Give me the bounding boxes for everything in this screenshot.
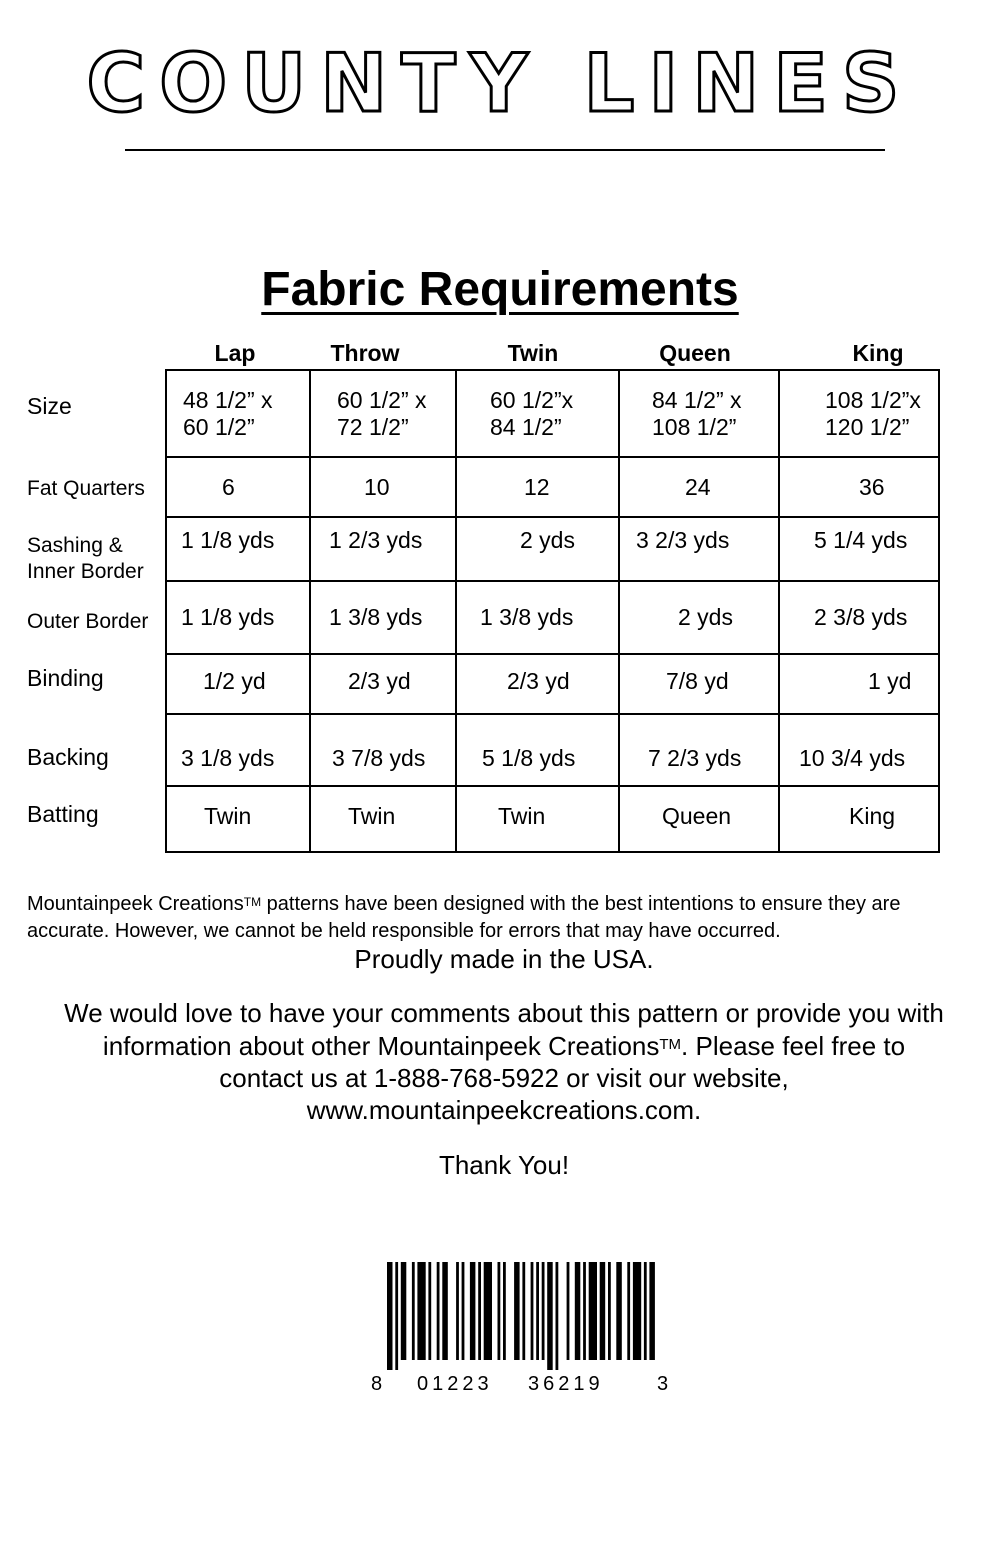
table-row [166, 370, 939, 457]
section-heading [0, 262, 1000, 317]
barcode-bar [627, 1262, 630, 1360]
table-row [166, 786, 939, 852]
table-cell: 1 3/8 yds [456, 581, 619, 654]
table-row [166, 714, 939, 786]
disclaimer-text [27, 889, 987, 945]
row-label-fat-quarters: Fat Quarters [27, 477, 145, 500]
barcode-bar [536, 1262, 539, 1360]
barcode-bar [556, 1262, 559, 1370]
table-cell: 7/8 yd [619, 654, 779, 714]
barcode-bar [575, 1262, 581, 1360]
barcode-bar [547, 1262, 553, 1370]
barcode-bar [649, 1262, 655, 1360]
heading-text: Fabric Requirements [261, 263, 739, 316]
barcode-bar [503, 1262, 506, 1360]
thank-you: Thank You! [438, 1150, 570, 1180]
barcode-digit-last: 3 [657, 1373, 669, 1395]
disclaimer-body: patterns have been designed with the best intentions to ensure they are accurate. However, we cannot be held responsible for errors that may have occurred. [27, 893, 901, 942]
table-cell: King [779, 786, 939, 852]
table-cell: 1 1/8 yds [166, 581, 310, 654]
table-row [166, 581, 939, 654]
barcode-bar [417, 1262, 425, 1360]
table-cell: 5 1/8 yds [456, 714, 619, 786]
table-cell: 3 1/8 yds [166, 714, 310, 786]
barcode-bar [608, 1262, 611, 1360]
barcode-digits-left: 01223 [417, 1373, 493, 1395]
barcode-bar [644, 1262, 647, 1360]
barcode [365, 1260, 675, 1395]
barcode-bar [542, 1262, 545, 1360]
table-cell: Queen [619, 786, 779, 852]
brand-title-block [0, 37, 1000, 130]
barcode-bar [470, 1262, 476, 1360]
barcode-digit-first: 8 [371, 1373, 383, 1395]
row-label-sashing: Sashing & Inner Border [27, 534, 144, 583]
barcode-bar [514, 1262, 520, 1360]
table-cell: 36 [779, 457, 939, 517]
contact-paragraph [20, 997, 988, 1126]
table-cell: 60 1/2”x 84 1/2” [456, 370, 619, 457]
table-cell: 60 1/2” x 72 1/2” [310, 370, 456, 457]
trademark-mark: TM [243, 895, 262, 909]
column-header-king: King [852, 340, 904, 366]
barcode-bar [456, 1262, 459, 1360]
row-label-outer-border: Outer Border [27, 610, 149, 633]
table-cell: 10 [310, 457, 456, 517]
barcode-bar [412, 1262, 415, 1360]
contact-phone-line: contact us at 1-888-768-5922 or visit our website, [219, 1063, 789, 1093]
trademark-mark: TM [659, 1036, 682, 1053]
made-in-usa: Proudly made in the USA. [354, 944, 654, 974]
row-label-size: Size [27, 393, 72, 419]
table-cell: 2 3/8 yds [779, 581, 939, 654]
barcode-bar [600, 1262, 606, 1360]
row-label-binding: Binding [27, 665, 104, 691]
barcode-bar [633, 1262, 641, 1360]
contact-line: We would love to have your comments about this pattern or provide you with [64, 998, 944, 1028]
fabric-requirements-table [165, 369, 940, 853]
barcode-bar [395, 1262, 398, 1370]
barcode-bar [462, 1262, 465, 1360]
table-cell: Twin [310, 786, 456, 852]
barcode-bar [387, 1262, 393, 1370]
table-row [166, 654, 939, 714]
column-header-lap: Lap [214, 340, 256, 366]
table-cell: 1 2/3 yds [310, 517, 456, 581]
barcode-bar [589, 1262, 597, 1360]
table-cell: 1/2 yd [166, 654, 310, 714]
column-header-queen: Queen [659, 340, 731, 366]
table-row [166, 517, 939, 581]
table-cell: 1 3/8 yds [310, 581, 456, 654]
title-divider [125, 149, 885, 151]
row-label-backing: Backing [27, 744, 109, 770]
barcode-bar [616, 1262, 622, 1360]
barcode-bar [437, 1262, 440, 1360]
table-cell: 2 yds [456, 517, 619, 581]
barcode-bar [442, 1262, 448, 1360]
barcode-bar [567, 1262, 570, 1360]
table-cell: 12 [456, 457, 619, 517]
table-cell: 1 yd [779, 654, 939, 714]
row-label-batting: Batting [27, 801, 99, 827]
table-cell: Twin [166, 786, 310, 852]
table-cell: 6 [166, 457, 310, 517]
barcode-bar [478, 1262, 481, 1360]
table-cell: Twin [456, 786, 619, 852]
barcode-digits-right: 36219 [528, 1373, 604, 1395]
barcode-bars [387, 1262, 655, 1370]
barcode-bar [583, 1262, 586, 1360]
table-cell: 5 1/4 yds [779, 517, 939, 581]
table-cell: 3 2/3 yds [619, 517, 779, 581]
column-header-throw: Throw [330, 340, 400, 366]
brand-title: COUNTY LINES [86, 37, 914, 130]
table-cell: 10 3/4 yds [779, 714, 939, 786]
barcode-bar [522, 1262, 525, 1360]
company-name: Mountainpeek Creations [27, 893, 244, 915]
table-cell: 1 1/8 yds [166, 517, 310, 581]
table-row [166, 457, 939, 517]
barcode-bar [531, 1262, 534, 1360]
contact-line: information about other Mountainpeek Creations™. Please feel free to [102, 1031, 906, 1061]
table-cell: 3 7/8 yds [310, 714, 456, 786]
table-cell: 2 yds [619, 581, 779, 654]
table-cell: 24 [619, 457, 779, 517]
table-cell: 2/3 yd [456, 654, 619, 714]
table-cell: 84 1/2” x 108 1/2” [619, 370, 779, 457]
website-link[interactable]: www.mountainpeekcreations.com. [306, 1095, 702, 1125]
table-cell: 48 1/2” x 60 1/2” [166, 370, 310, 457]
barcode-bar [484, 1262, 492, 1360]
barcode-bar [428, 1262, 431, 1360]
table-cell: 2/3 yd [310, 654, 456, 714]
barcode-bar [401, 1262, 407, 1360]
table-cell: 7 2/3 yds [619, 714, 779, 786]
table-cell: 108 1/2”x 120 1/2” [779, 370, 939, 457]
column-header-twin: Twin [507, 340, 559, 366]
barcode-bar [498, 1262, 501, 1360]
